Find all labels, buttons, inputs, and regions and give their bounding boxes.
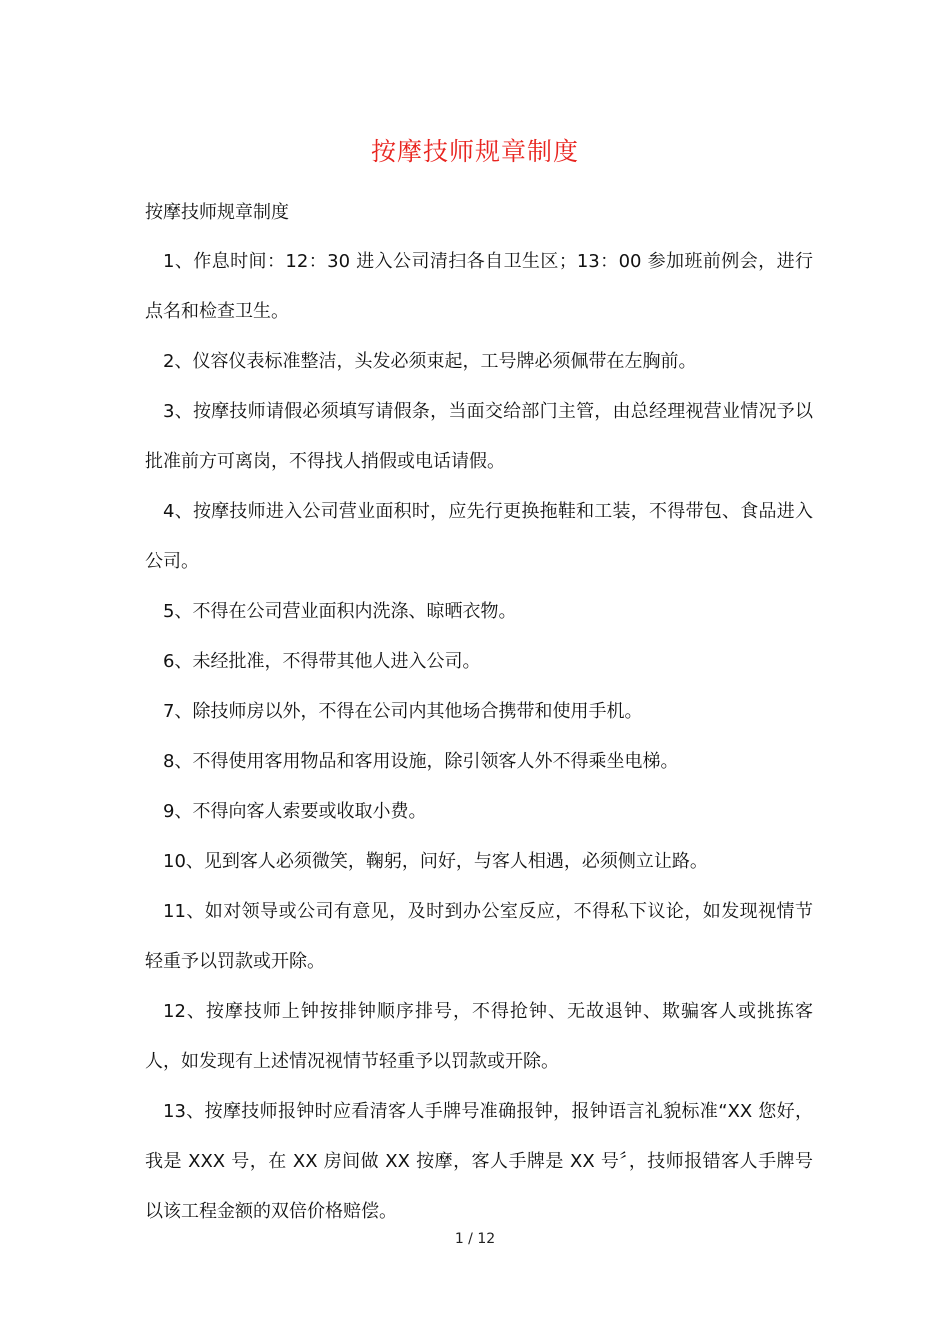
rule-paragraph: 8、不得使用客用物品和客用设施，除引领客人外不得乘坐电梯。 (163, 751, 679, 772)
rule-paragraph: 2、仪容仪表标准整洁，头发必须束起，工号牌必须佩带在左胸前。 (163, 351, 697, 372)
document-body (145, 237, 813, 1237)
rule-paragraph: 13、按摩技师报钟时应看清客人手牌号准确报钟，报钟语言礼貌标准“XX 您好，我是 XXX 号，在 XX 房间做 XX 按摩，客人手牌是 XX 号〞，技师报错客人手牌号以该工程金额的双倍价格赔偿。 (145, 1101, 813, 1222)
rule-paragraph: 1、作息时间：12：30 进入公司清扫各自卫生区；13：00 参加班前例会，进行点名和检查卫生。 (145, 251, 813, 322)
rule-paragraph: 12、按摩技师上钟按排钟顺序排号，不得抢钟、无故退钟、欺骗客人或挑拣客人，如发现有上述情况视情节轻重予以罚款或开除。 (145, 1001, 813, 1072)
page-indicator: 1 / 12 (454, 1231, 496, 1247)
rule-paragraph: 6、未经批准，不得带其他人进入公司。 (163, 651, 481, 672)
rule-paragraph: 10、见到客人必须微笑，鞠躬，问好，与客人相遇，必须侧立让路。 (163, 851, 708, 872)
rule-paragraph: 7、除技师房以外，不得在公司内其他场合携带和使用手机。 (163, 701, 643, 722)
rule-paragraph: 9、不得向客人索要或收取小费。 (163, 801, 427, 822)
document-subtitle: 按摩技师规章制度 (145, 202, 289, 223)
rule-paragraph: 3、按摩技师请假必须填写请假条，当面交给部门主管，由总经理视营业情况予以批准前方可离岗，不得找人捎假或电话请假。 (145, 401, 813, 472)
rule-paragraph: 5、不得在公司营业面积内洗涤、晾晒衣物。 (163, 601, 517, 622)
rule-paragraph: 11、如对领导或公司有意见，及时到办公室反应，不得私下议论，如发现视情节轻重予以罚款或开除。 (145, 901, 813, 972)
rule-paragraph: 4、按摩技师进入公司营业面积时，应先行更换拖鞋和工装，不得带包、食品进入公司。 (145, 501, 813, 572)
document-title: 按摩技师规章制度 (370, 137, 579, 166)
